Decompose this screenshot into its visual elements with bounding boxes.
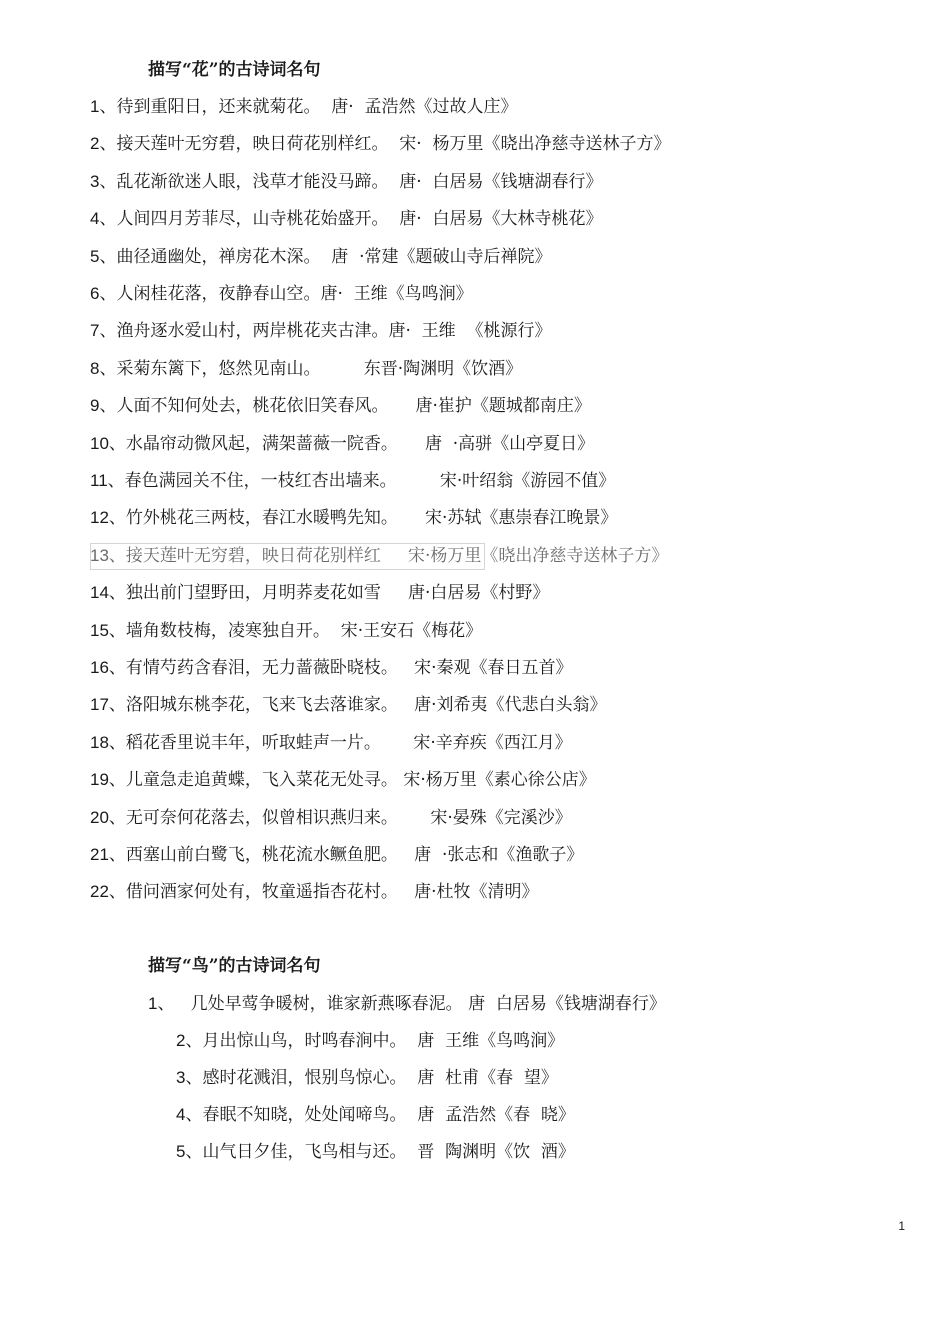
bird-quote-row: [176, 1143, 575, 1161]
flower-quote-row: [90, 696, 607, 714]
flower-quote-row: [90, 846, 583, 864]
quote-number: 16、: [90, 658, 126, 677]
bird-quote-row: [148, 995, 666, 1013]
quote-text: 人面不知何处去，桃花依旧笑春风。 唐·崔护《题城都南庄》: [116, 396, 591, 417]
quote-text: 水晶帘动微风起，满架蔷薇一院香。 唐 ·高骈《山亭夏日》: [125, 433, 595, 454]
quote-number: 14、: [90, 583, 126, 603]
quote-number: 18、: [90, 732, 126, 752]
quote-text: 稻花香里说丰年，听取蛙声一片。 宋·辛弃疾《西江月》: [125, 732, 572, 753]
quote-text: 借问酒家何处有，牧童遥指杏花村。 唐·杜牧《清明》: [125, 882, 539, 903]
quote-number: 8、: [90, 358, 117, 378]
quote-number: 22、: [90, 882, 126, 902]
flower-quote-row: [90, 622, 482, 640]
quote-text: 有情芍药含春泪，无力蔷薇卧晓枝。 宋·秦观《春日五首》: [125, 658, 573, 678]
quote-text: 曲径通幽处，禅房花木深。 唐 ·常建《题破山寺后禅院》: [116, 246, 552, 267]
quote-number: 5、: [176, 1142, 203, 1161]
quote-number: 20、: [90, 807, 126, 827]
flower-quote-row: [90, 435, 594, 453]
quote-text: 竹外桃花三两枝，春江水暖鸭先知。 宋·苏轼《惠崇春江晚景》: [125, 508, 618, 529]
flower-quote-row: [90, 210, 603, 228]
quote-text: 西塞山前白鹭飞，桃花流水鳜鱼肥。 唐 ·张志和《渔歌子》: [125, 845, 584, 865]
quote-number: 1、: [90, 97, 117, 116]
quote-number: 2、: [176, 1031, 203, 1050]
flower-quote-row: [90, 472, 615, 490]
quote-number: 4、: [90, 209, 117, 229]
quote-text: 春色满园关不住，一枝红杏出墙来。 宋·叶绍翁《游园不值》: [124, 471, 616, 491]
quote-text: 无可奈何花落去，似曾相识燕归来。 宋·晏殊《完溪沙》: [125, 807, 572, 828]
quote-text: 采菊东篱下，悠然见南山。 东晋·陶渊明《饮酒》: [116, 358, 523, 379]
quote-number: 10、: [90, 433, 126, 453]
quote-text: 感时花溅泪，恨别鸟惊心。 唐 杜甫《春 望》: [202, 1068, 558, 1088]
quote-number: 3、: [176, 1068, 203, 1087]
quote-text: 渔舟逐水爱山村，两岸桃花夹古津。唐· 王维 《桃源行》: [116, 321, 552, 342]
quote-text: 乱花渐欲迷人眼，浅草才能没马蹄。 唐· 白居易《钱塘湖春行》: [116, 171, 603, 192]
flower-quote-row: [90, 397, 591, 415]
quote-text: 山气日夕佳，飞鸟相与还。 晋 陶渊明《饮 酒》: [202, 1142, 575, 1162]
flower-quote-row: [90, 135, 671, 153]
quote-number: 7、: [90, 321, 117, 341]
quote-text: 月出惊山鸟，时鸣春涧中。 唐 王维《鸟鸣涧》: [202, 1031, 565, 1051]
bird-quote-row: [176, 1069, 558, 1087]
flower-quote-row: [90, 322, 552, 340]
flower-quote-row: [90, 809, 572, 827]
page-number: 1: [898, 1219, 905, 1233]
quote-text: 接天莲叶无穷碧，映日荷花别样红 宋·杨万里《晓出净慈寺送林子方》: [125, 545, 669, 566]
quote-text: 春眠不知晓，处处闻啼鸟。 唐 孟浩然《春 晓》: [202, 1105, 575, 1125]
quote-number: 5、: [90, 246, 117, 266]
bird-quote-row: [176, 1032, 564, 1050]
quote-number: 11、: [90, 471, 125, 490]
quote-text: 墙角数枝梅，凌寒独自开。 宋·王安石《梅花》: [125, 620, 483, 641]
flower-quote-row: [90, 98, 518, 116]
quote-number: 1、: [148, 994, 175, 1013]
quote-text: 几处早莺争暖树，谁家新燕啄春泥。 唐 白居易《钱塘湖春行》: [174, 994, 666, 1014]
quote-number: 6、: [90, 284, 117, 303]
quote-number: 21、: [90, 845, 126, 864]
flower-quote-row: [90, 659, 573, 677]
quote-number: 2、: [90, 134, 117, 154]
quote-text: 人闲桂花落，夜静春山空。唐· 王维《鸟鸣涧》: [116, 284, 473, 304]
flower-quote-row: [90, 360, 522, 378]
quote-text: 待到重阳日，还来就菊花。 唐· 孟浩然《过故人庄》: [116, 97, 518, 117]
quote-number: 13、: [90, 545, 126, 565]
quote-number: 19、: [90, 770, 126, 790]
quote-number: 17、: [90, 695, 126, 715]
quote-number: 15、: [90, 620, 126, 640]
quote-text: 儿童急走追黄蝶，飞入菜花无处寻。 宋·杨万里《素心徐公店》: [125, 770, 596, 791]
quote-text: 洛阳城东桃李花，飞来飞去落谁家。 唐·刘希夷《代悲白头翁》: [125, 695, 607, 716]
selection-box: [90, 543, 485, 570]
flower-quote-row: [90, 285, 473, 303]
quote-text: 独出前门望野田，月明荞麦花如雪 唐·白居易《村野》: [125, 583, 550, 604]
flower-quote-row: [90, 509, 617, 527]
quote-text: 人间四月芳菲尽，山寺桃花始盛开。 唐· 白居易《大林寺桃花》: [116, 209, 603, 230]
flower-section-heading: 描写“花”的古诗词名句: [148, 60, 321, 80]
flower-quote-row: [90, 771, 596, 789]
quote-text: 接天莲叶无穷碧，映日荷花别样红。 宋· 杨万里《晓出净慈寺送林子方》: [116, 134, 671, 155]
flower-quote-row: [90, 173, 603, 191]
bird-section-heading: 描写“鸟”的古诗词名句: [148, 956, 321, 976]
quote-number: 12、: [90, 508, 126, 528]
quote-number: 9、: [90, 396, 117, 416]
quote-number: 3、: [90, 171, 117, 191]
flower-quote-row: [90, 584, 549, 602]
flower-quote-row: [90, 734, 572, 752]
bird-quote-row: [176, 1106, 575, 1124]
quote-number: 4、: [176, 1105, 203, 1124]
flower-quote-row: [90, 248, 552, 266]
flower-quote-row: [90, 883, 539, 901]
